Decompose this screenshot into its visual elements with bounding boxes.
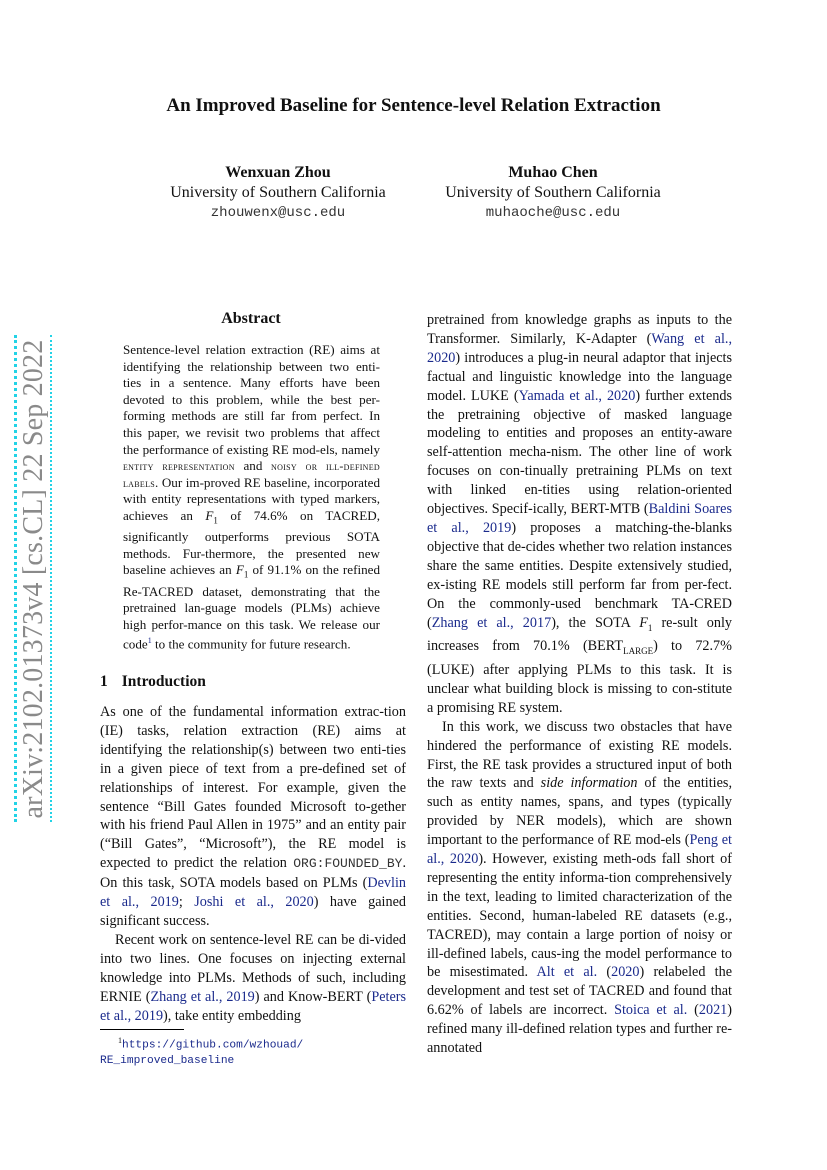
- author-affiliation: University of Southern California: [445, 184, 661, 201]
- footnote-divider: [100, 1029, 184, 1030]
- body-text: ), take entity embedding: [163, 1007, 301, 1024]
- abstract-heading: Abstract: [221, 310, 281, 327]
- math-f1: F: [639, 614, 648, 631]
- abstract-text: of 74.6% on TACRED, significantly outperforms previous SOTA methods. Fur-thermore, the presented new baseline achieves an: [123, 507, 380, 578]
- citation-link[interactable]: Peng et al., 2020: [427, 832, 732, 868]
- footnote-url[interactable]: https://github.com/wzhouad/: [122, 1039, 304, 1052]
- body-text: ), the SOTA: [551, 614, 640, 631]
- citation-link[interactable]: 2021: [698, 1002, 728, 1019]
- paragraph: [100, 931, 406, 1026]
- abstract-text: and: [234, 458, 272, 474]
- abstract-text: to the community for future research.: [151, 636, 351, 652]
- author-email[interactable]: muhaoche@usc.edu: [485, 205, 621, 221]
- right-column: [427, 311, 732, 1058]
- body-text: ) to 72.7% (LUKE) after applying PLMs to this task. It is unclear what building block is missing to con-stitute a promising RE system.: [427, 638, 732, 716]
- left-column: [100, 703, 406, 1025]
- abstract-body: [123, 342, 380, 653]
- body-text: (: [597, 964, 612, 981]
- footnote-number: 1: [118, 1036, 122, 1045]
- section-title: Introduction: [121, 673, 206, 690]
- footnote-mark[interactable]: 1: [147, 636, 152, 646]
- body-text: ) and Know-BERT (: [254, 988, 372, 1005]
- body-text: Recent work on sentence-level RE can be di-vided into two lines. One focuses on injecting external knowledge into PLMs. Methods of such, including ERNIE (: [100, 931, 406, 1005]
- bert-large-sub: LARGE: [623, 646, 654, 657]
- author-block-2: [423, 163, 683, 223]
- emphasis: side information: [540, 775, 638, 792]
- citation-link[interactable]: Alt et al.: [536, 964, 598, 981]
- citation-link[interactable]: Baldini Soares et al., 2019: [427, 501, 732, 536]
- paragraph: [427, 718, 732, 1058]
- arxiv-stamp[interactable]: [14, 335, 52, 822]
- author-email[interactable]: zhouwenx@usc.edu: [210, 205, 346, 221]
- citation-link[interactable]: Devlin et al., 2019: [100, 875, 406, 911]
- body-text: of the entities, such as entity names, spans, and types (typically provided by NER models), which are shown important to the performance of RE mod-els (: [427, 775, 732, 849]
- paper-title: An Improved Baseline for Sentence-level Relation Extraction: [166, 95, 661, 116]
- abstract-text: . Our im-proved RE baseline, incorporated with entity representations with typed markers, achieves an: [123, 474, 380, 523]
- body-text: . On this task, SOTA models based on PLMs (: [100, 855, 406, 892]
- section-heading: [100, 673, 206, 691]
- author-name: Wenxuan Zhou: [225, 164, 331, 181]
- citation-link[interactable]: Stoica et al.: [614, 1002, 688, 1019]
- abstract-text: Sentence-level relation extraction (RE) aims at identifying the relationship between two enti-ties in a sentence. Many efforts have been devoted to this problem, while the best per-forming methods are still far from perfect. In this paper, we revisit two problems that affect the performance of existing RE mod-els, namely: [123, 342, 380, 457]
- math-sub: 1: [243, 569, 249, 580]
- arxiv-stamp-text: arXiv:2102.01373v4 [cs.CL] 22 Sep 2022: [17, 339, 49, 818]
- abstract-text: of 91.1% on the refined Re-TACRED dataset, demonstrating that the pretrained lan-guage models (PLMs) achieve high perfor-mance on this task. We release our code: [123, 562, 380, 652]
- math-sub: 1: [647, 622, 653, 633]
- body-text: re-sult only increases from 70.1% (BERT: [427, 614, 732, 655]
- body-text: ;: [178, 894, 195, 911]
- citation-link[interactable]: Zhang et al., 2019: [150, 988, 255, 1005]
- abstract-smallcaps: entity representation: [123, 459, 235, 474]
- citation-link[interactable]: 2020: [611, 964, 640, 981]
- citation-link[interactable]: Joshi et al., 2020: [194, 894, 314, 911]
- body-text: In this work, we discuss two obstacles that have hindered the performance of existing RE models. First, the RE task provides a structured input of both the raw texts and: [427, 718, 732, 792]
- footnote: [100, 1033, 400, 1069]
- body-text: ) proposes a matching-the-blanks objective that de-cides whether two relation instances share the same entities. Despite extensively studied, ex-isting RE models still perform far from per-fect. On the commonly-used benchmark TA-CRED (: [427, 519, 733, 631]
- body-text: (: [687, 1002, 699, 1019]
- body-text: pretrained from knowledge graphs as inputs to the Transformer. Similarly, K-Adapter (: [427, 312, 732, 347]
- footnote-url-cont[interactable]: RE_improved_baseline: [100, 1054, 235, 1067]
- body-text: ) have gained significant success.: [100, 894, 406, 929]
- math-f1: F: [205, 507, 214, 523]
- citation-link[interactable]: Zhang et al., 2017: [431, 614, 552, 631]
- paragraph: [100, 703, 406, 931]
- body-text: As one of the fundamental information extrac-tion (IE) tasks, relation extraction (RE) aims at identifying the relationship(s) between two enti-ties in a given piece of text from a pre-defined set of relationships of interest. For example, given the sentence “Bill Gates founded Microsoft to-gether with his friend Paul Allen in 1975” and an entity pair (“Bill Gates”, “Microsoft”), the RE model is expected to predict the relation: [100, 704, 406, 872]
- abstract-smallcaps: noisy or ill-defined labels: [123, 459, 380, 490]
- author-affiliation: University of Southern California: [170, 184, 386, 201]
- math-f1: F: [235, 562, 244, 578]
- body-text: ) introduces a plug-in neural adaptor that injects factual and linguistic knowledge into the language model. LUKE (: [427, 349, 732, 404]
- math-sub: 1: [213, 515, 218, 526]
- relation-label: ORG:FOUNDED_BY: [293, 856, 403, 872]
- author-name: Muhao Chen: [508, 164, 598, 181]
- author-block-1: [148, 163, 408, 223]
- citation-link[interactable]: Yamada et al., 2020: [518, 387, 636, 404]
- body-text: ) refined many ill-defined relation types and further re-annotated: [427, 1002, 732, 1057]
- citation-link[interactable]: Wang et al., 2020: [427, 330, 732, 366]
- section-number: 1: [100, 673, 108, 690]
- paragraph: [427, 311, 732, 718]
- body-text: ) further extends the pretraining objective of masked language modeling to entities and proposes an entity-aware self-attention mecha-nism. The other line of work focuses on con-tinually pretraining PLMs on text with linked en-tities using relation-oriented objectives. Specif-ically, BERT-MTB (: [427, 387, 732, 518]
- body-text: ) relabeled the development and test set of TACRED and found that 6.62% of labels are incorrect.: [427, 964, 732, 1019]
- citation-link[interactable]: Peters et al., 2019: [100, 988, 406, 1024]
- footnote-line: [100, 1033, 400, 1054]
- body-text: ). However, existing meth-ods fall short of representing the entity informa-tion comprehensively in the text, leading to limited characterization of the entities. Second, human-labeled RE datasets (e.g., TACRED), may contain a large portion of noisy or ill-defined labels, caus-ing the model performance to be misestimated.: [427, 851, 732, 981]
